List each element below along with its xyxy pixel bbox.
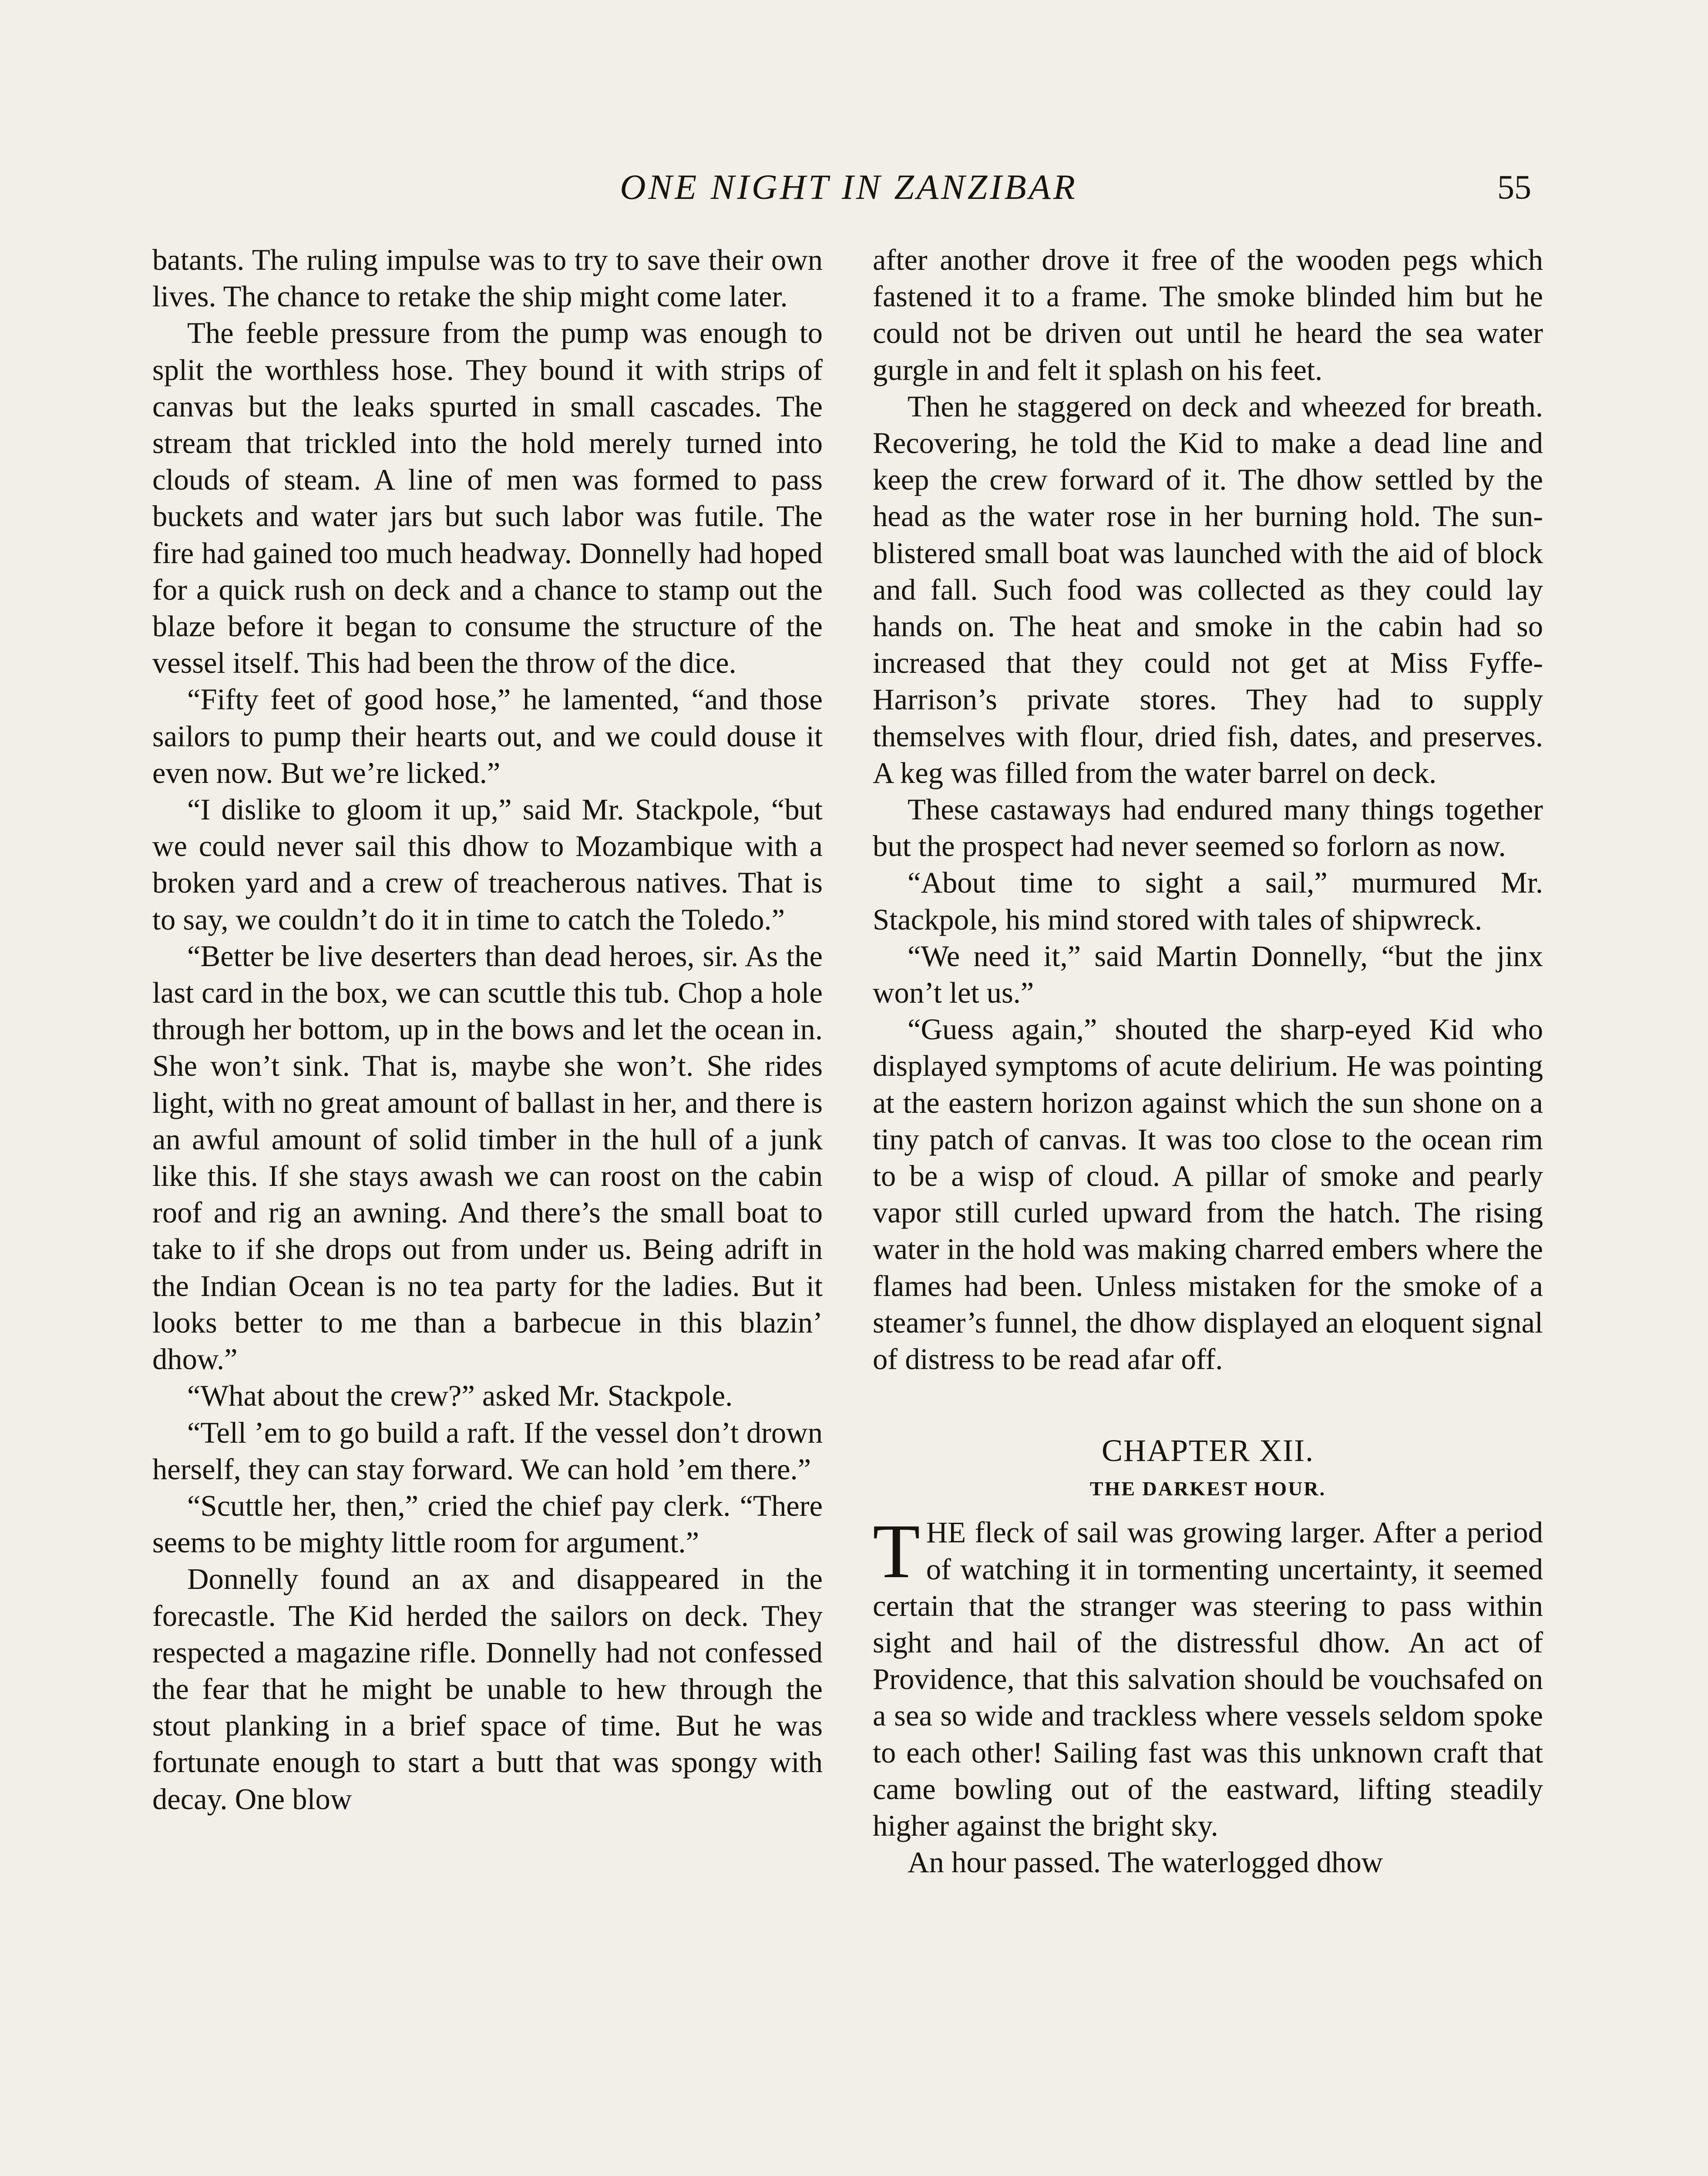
paragraph: The feeble pressure from the pump was enough to split the worthless hose. They bound it with strips of canvas but the leaks spurted in small cascades. The stream that trickled into the hold merely turned into clouds of steam. A line of men was formed to pass buckets and water jars but such labor was futile. The fire had gained too much headway. Donnelly had hoped for a quick rush on deck and a chance to stamp out the blaze before it began to consume the structure of the vessel itself. This had been the throw of the dice. (152, 316, 823, 680)
paragraph: “What about the crew?” asked Mr. Stackpole. (187, 1379, 733, 1413)
chapter-title: CHAPTER XII. (1102, 1433, 1314, 1468)
chapter-opening-paragraph (873, 1508, 1543, 1844)
paragraph: “About time to sight a sail,” murmured Mr. Stackpole, his mind stored with tales of shipwreck. (873, 866, 1543, 936)
paragraph: after another drove it free of the wooden pegs which fastened it to a frame. The smoke blinded him but he could not be driven out until he heard the sea water gurgle in and felt it splash on his feet. (873, 243, 1543, 386)
chapter-subtitle: THE DARKEST HOUR. (1089, 1478, 1326, 1500)
right-column (873, 242, 1543, 1880)
drop-cap: T (873, 1508, 920, 1595)
page-number: 55 (1497, 168, 1531, 206)
left-column (152, 242, 823, 1817)
chapter-opening-text: HE fleck of sail was growing larger. After a period of watching it in tormenting uncertainty, it seemed certain that the stranger was steering to pass within sight and hail of the distressful dhow. An act of Providence, that this salvation should be vouchsafed on a sea so wide and trackless where vessels seldom spoke to each other! Sailing fast was this unknown craft that came bowling out of the eastward, lifting steadily higher against the bright sky. (873, 1516, 1543, 1842)
paragraph: “Fifty feet of good hose,” he lamented, “and those sailors to pump their hearts out, and we could douse it even now. But we’re licked.” (152, 683, 823, 789)
paragraph: Donnelly found an ax and disappeared in the forecastle. The Kid herded the sailors on deck. They respected a magazine rifle. Donnelly had not confessed the fear that he might be unable to hew through the stout planking in a brief space of time. But he was fortunate enough to start a butt that was spongy with decay. One blow (152, 1562, 823, 1816)
paragraph: “Guess again,” shouted the sharp-eyed Kid who displayed symptoms of acute delirium. He was pointing at the eastern horizon against which the sun shone on a tiny patch of canvas. It was too close to the ocean rim to be a wisp of cloud. A pillar of smoke and pearly vapor still curled upward from the hatch. The rising water in the hold was making charred embers where the flames had been. Unless mistaken for the smoke of a steamer’s funnel, the dhow displayed an eloquent signal of distress to be read afar off. (873, 1013, 1543, 1376)
running-head (0, 163, 1708, 215)
paragraph: An hour passed. The waterlogged dhow (908, 1846, 1383, 1879)
chapter-heading (873, 1430, 1543, 1502)
paragraph: “Better be live deserters than dead heroes, sir. As the last card in the box, we can scuttle this tub. Chop a hole through her bottom, up in the bows and let the ocean in. She won’t sink. That is, maybe she won’t. She rides light, with no great amount of ballast in her, and there is an awful amount of solid timber in the hull of a junk like this. If she stays awash we can roost on the cabin roof and rig an awning. And there’s the small boat to take to if she drops out from under us. Being adrift in the Indian Ocean is no tea party for the ladies. But it looks better to me than a barbecue in this blazin’ dhow.” (152, 939, 823, 1376)
paragraph: “Tell ’em to go build a raft. If the vessel don’t drown herself, they can stay forward. We can hold ’em there.” (152, 1416, 823, 1486)
paragraph: Then he staggered on deck and wheezed for breath. Recovering, he told the Kid to make a dead line and keep the crew forward of it. The dhow settled by the head as the water rose in her burning hold. The sun-blistered small boat was launched with the aid of block and fall. Such food was collected as they could lay hands on. The heat and smoke in the cabin had so increased that they could not get at Miss Fyffe-Harrison’s private stores. They had to supply themselves with flour, dried fish, dates, and preserves. A keg was filled from the water barrel on deck. (873, 390, 1543, 789)
paragraph: “Scuttle her, then,” cried the chief pay clerk. “There seems to be mighty little room for argument.” (152, 1489, 823, 1559)
paragraph: “We need it,” said Martin Donnelly, “but the jinx won’t let us.” (873, 939, 1543, 1010)
running-title: ONE NIGHT IN ZANZIBAR (620, 167, 1078, 207)
paragraph: “I dislike to gloom it up,” said Mr. Stackpole, “but we could never sail this dhow to Mozambique with a broken yard and a crew of treacherous natives. That is to say, we couldn’t do it in time to catch the Toledo.” (152, 793, 823, 936)
paragraph: These castaways had endured many things together but the prospect had never seemed so forlorn as now. (873, 793, 1543, 863)
paragraph: batants. The ruling impulse was to try to save their own lives. The chance to retake the ship might come later. (152, 243, 823, 313)
